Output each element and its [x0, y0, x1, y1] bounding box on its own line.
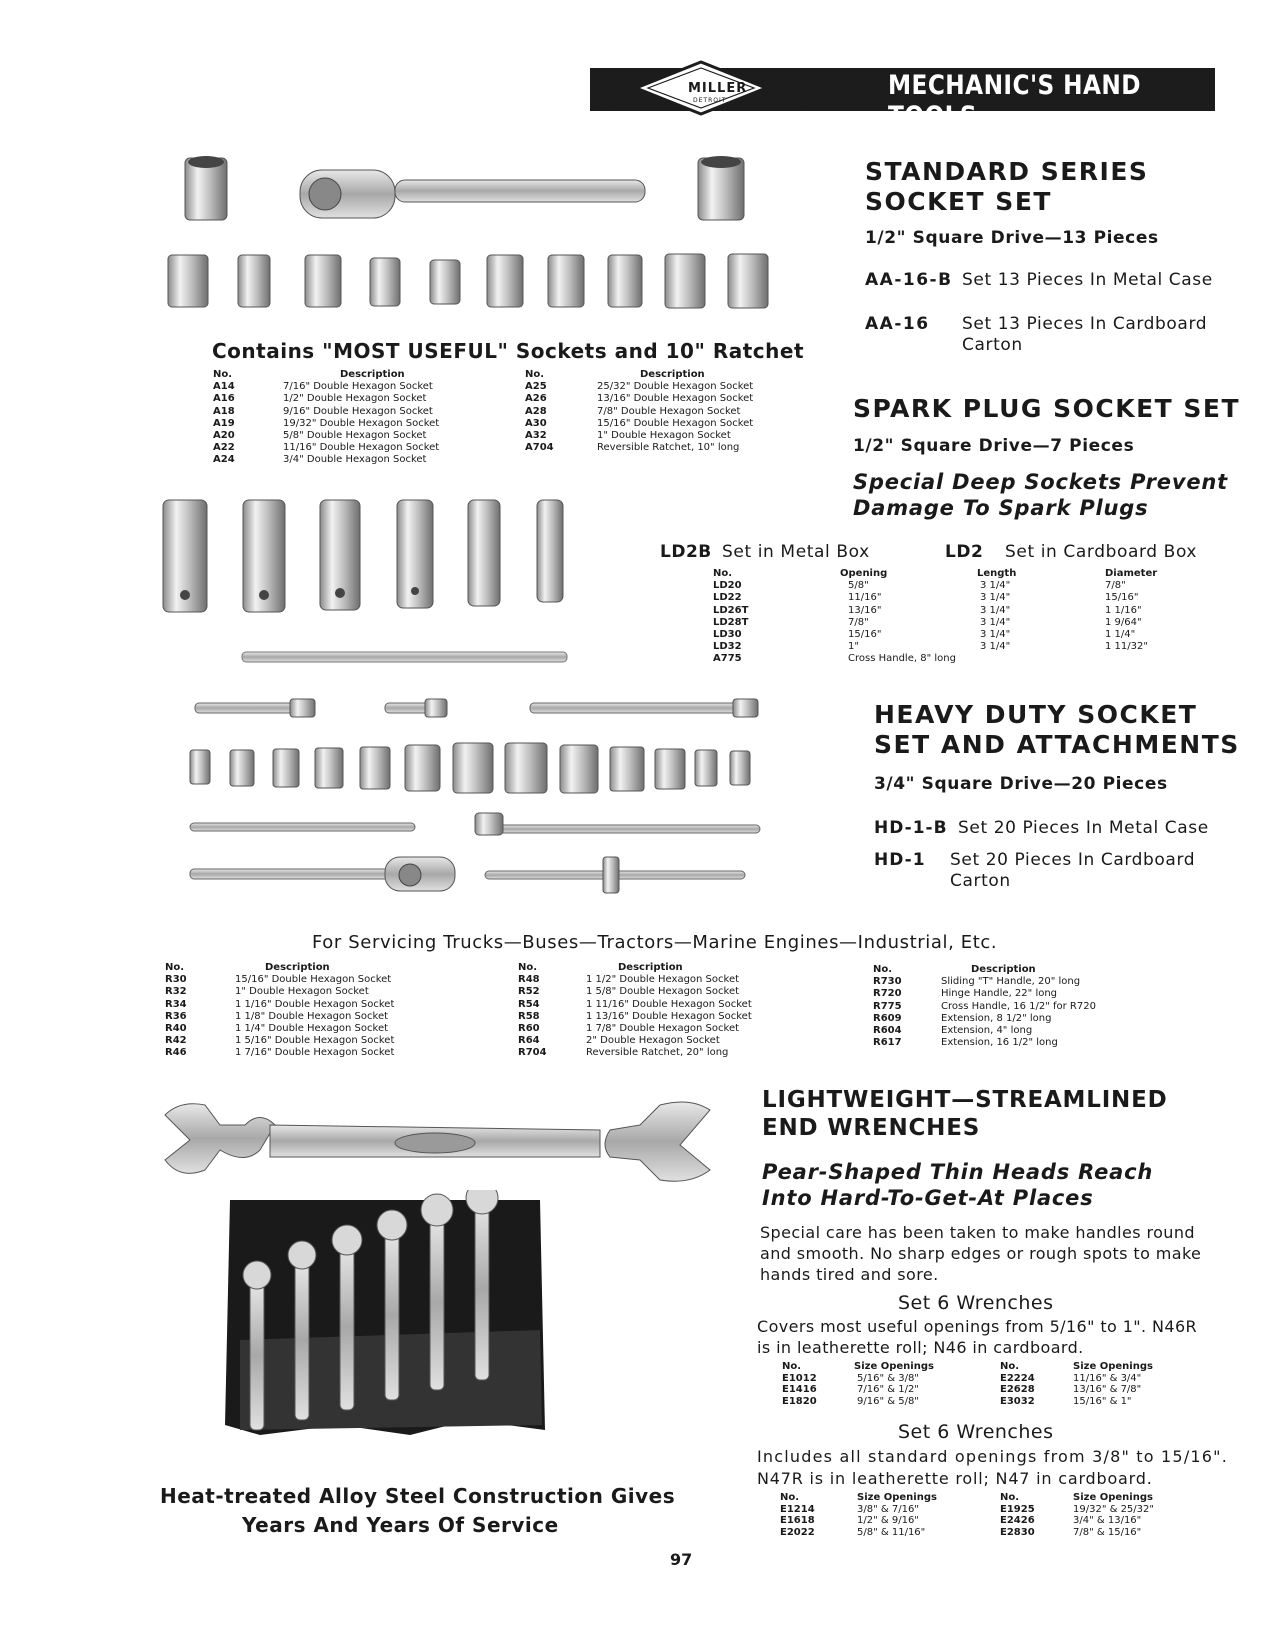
page-number: 97 [670, 1550, 693, 1569]
standard-table-right: No. Description A25 25/32" Double Hexagon Socket A26 13/16" Double Hexagon Socket A28 7/8" Double Hexagon Socket A30 15/16" Double Hexagon Socket A32 1" Double Hexagon Socket A704 Reversible Ratchet, 10" long [525, 369, 754, 454]
table-row: A14 7/16" Double Hexagon Socket [213, 381, 433, 393]
table-row: E2022 5/8" & 11/16" [780, 1526, 926, 1538]
logo-text: MILLER [688, 81, 748, 96]
heavy-code-2: HD-1 [874, 850, 926, 870]
table-row: R775 Cross Handle, 16 1/2" for R720 [873, 1000, 1096, 1012]
spark-drive: 1/2" Square Drive—7 Pieces [853, 436, 1135, 456]
table-row: R46 1 7/16" Double Hexagon Socket [165, 1047, 395, 1059]
table-row: R617 Extension, 16 1/2" long [873, 1037, 1058, 1049]
heavy-table-col2: No. Description R48 1 1/2" Double Hexagon Socket R52 1 5/8" Double Hexagon Socket R54 1 11/16" Double Hexagon Socket R58 1 13/16" Double Hexagon Socket R60 1 7/8" Double Hexagon Socket R64 2" Double Hexagon Socket R704 Reversible Ratchet, 20" long [518, 962, 752, 1059]
wrench-para-2: and smooth. No sharp edges or rough spots to make [760, 1244, 1202, 1263]
table-row: R60 1 7/8" Double Hexagon Socket [518, 1023, 740, 1035]
table-row: R64 2" Double Hexagon Socket [518, 1035, 720, 1047]
standard-code-1: AA-16-B [865, 270, 953, 290]
heavy-caption: For Servicing Trucks—Buses—Tractors—Marine Engines—Industrial, Etc. [312, 932, 998, 953]
heavy-code-1: HD-1-B [874, 818, 948, 838]
table-row: R36 1 1/8" Double Hexagon Socket [165, 1010, 389, 1022]
table-row: E1925 19/32" & 25/32" [1000, 1503, 1154, 1515]
wrench-para-3: hands tired and sore. [760, 1265, 939, 1284]
wrench-title-line-1: LIGHTWEIGHT—STREAMLINED [762, 1087, 1168, 1113]
table-row: R40 1 1/4" Double Hexagon Socket [165, 1023, 389, 1035]
table-row: E2628 13/16" & 7/8" [1000, 1384, 1142, 1395]
heavy-title-line-2: SET AND ATTACHMENTS [874, 730, 1240, 759]
table-row: LD22 11/16" 3 1/4" 15/16" [713, 592, 1139, 604]
table-row: E2426 3/4" & 13/16" [1000, 1515, 1142, 1526]
standard-code-2: AA-16 [865, 314, 930, 334]
spark-plug-socket-illustration [160, 495, 580, 675]
table-row: R54 1 11/16" Double Hexagon Socket [518, 998, 752, 1010]
table-row: LD20 5/8" 3 1/4" 7/8" [713, 580, 1126, 592]
set-a-table-left: No. Size Openings E1012 5/16" & 3/8" E1416 7/16" & 1/2" E1820 9/16" & 5/8" [782, 1361, 934, 1407]
heavy-desc-2: Set 20 Pieces In Cardboard [950, 850, 1196, 870]
table-row: A28 7/8" Double Hexagon Socket [525, 405, 741, 417]
set-b-desc-2: N47R is in leatherette roll; N47 in cardboard. [757, 1469, 1153, 1488]
set-b-table-right: No. Size Openings E1925 19/32" & 25/32" E2426 3/4" & 13/16" E2830 7/8" & 15/16" [1000, 1492, 1154, 1538]
table-row: R34 1 1/16" Double Hexagon Socket [165, 998, 395, 1010]
table-row: R730 Sliding "T" Handle, 20" long [873, 976, 1081, 988]
wrench-tagline-2: Into Hard-To-Get-At Places [762, 1186, 1094, 1210]
spark-tagline-1: Special Deep Sockets Prevent [853, 470, 1228, 494]
set-a-desc-1: Covers most useful openings from 5/16" to 1". N46R [757, 1317, 1198, 1336]
table-row: A26 13/16" Double Hexagon Socket [525, 393, 754, 405]
standard-desc-2: Set 13 Pieces In Cardboard [962, 314, 1208, 334]
wrench-caption-line-1: Heat-treated Alloy Steel Construction Gives [160, 1484, 676, 1508]
table-row: R52 1 5/8" Double Hexagon Socket [518, 986, 740, 998]
table-row: R48 1 1/2" Double Hexagon Socket [518, 974, 740, 986]
header-title: MECHANIC'S HAND TOOLS [888, 70, 1142, 132]
col-no: No. [213, 369, 233, 380]
heavy-table-col1: No. Description R30 15/16" Double Hexagon Socket R32 1" Double Hexagon Socket R34 1 1/16" Double Hexagon Socket R36 1 1/8" Double Hexagon Socket R40 1 1/4" Double Hexagon Socket R42 1 5/16" Double Hexagon Socket R46 1 7/16" Double Hexagon Socket [165, 962, 395, 1059]
table-row: A18 9/16" Double Hexagon Socket [213, 405, 433, 417]
table-row: E2224 11/16" & 3/4" [1000, 1372, 1142, 1384]
table-row: LD30 15/16" 3 1/4" 1 1/4" [713, 629, 1136, 641]
set-b-desc-1: Includes all standard openings from 3/8" to 15/16". [757, 1447, 1229, 1466]
standard-desc-2b: Carton [962, 335, 1023, 355]
table-row: A20 5/8" Double Hexagon Socket [213, 430, 427, 442]
table-row: R609 Extension, 8 1/2" long [873, 1012, 1052, 1024]
table-row: A24 3/4" Double Hexagon Socket [213, 454, 427, 466]
table-row: E3032 15/16" & 1" [1000, 1395, 1132, 1407]
set-a-title: Set 6 Wrenches [898, 1292, 1054, 1314]
heavy-title-line-1: HEAVY DUTY SOCKET [874, 700, 1198, 729]
table-row: A22 11/16" Double Hexagon Socket [213, 442, 440, 454]
wrench-roll-illustration [220, 1190, 550, 1440]
standard-desc-1: Set 13 Pieces In Metal Case [962, 270, 1213, 290]
end-wrench-illustration [160, 1095, 715, 1185]
table-row: A30 15/16" Double Hexagon Socket [525, 417, 754, 429]
spark-table: No. Opening Length Diameter LD20 5/8" 3 1/4" 7/8" LD22 11/16" 3 1/4" 15/16" LD26T 13/16" 3 1/4" 1 1/16" LD28T 7/8" 3 1/4" 1 9/64" LD30 15/16" 3 1/4" 1 1/4" LD32 1" 3 1/4" 1 11/32" A775 Cross Handle, 8" long [713, 568, 1158, 665]
heavy-desc-2b: Carton [950, 871, 1011, 891]
table-row: R32 1" Double Hexagon Socket [165, 986, 369, 998]
heavy-duty-socket-set-illustration [185, 695, 785, 905]
set-a-desc-2: is in leatherette roll; N46 in cardboard. [757, 1338, 1084, 1357]
wrench-para-1: Special care has been taken to make handles round [760, 1223, 1195, 1242]
wrench-title-line-2: END WRENCHES [762, 1115, 981, 1141]
logo-subtext: DETROIT [693, 97, 727, 104]
table-row: A16 1/2" Double Hexagon Socket [213, 393, 427, 405]
table-row: E1416 7/16" & 1/2" [782, 1384, 919, 1395]
table-row: E1618 1/2" & 9/16" [780, 1515, 919, 1526]
table-row: LD28T 7/8" 3 1/4" 1 9/64" [713, 616, 1142, 628]
table-row: R704 Reversible Ratchet, 20" long [518, 1047, 729, 1059]
table-row: E1214 3/8" & 7/16" [780, 1503, 919, 1515]
wrench-tagline-1: Pear-Shaped Thin Heads Reach [762, 1160, 1154, 1184]
spark-code-1: LD2B [660, 542, 712, 562]
table-row: LD32 1" 3 1/4" 1 11/32" [713, 641, 1148, 653]
heavy-drive: 3/4" Square Drive—20 Pieces [874, 774, 1168, 794]
spark-title: SPARK PLUG SOCKET SET [853, 394, 1241, 423]
standard-caption: Contains "MOST USEFUL" Sockets and 10" Ratchet [212, 339, 805, 363]
col-desc: Description [340, 369, 405, 380]
table-row: R42 1 5/16" Double Hexagon Socket [165, 1035, 395, 1047]
standard-title-line-1: STANDARD SERIES [865, 157, 1149, 186]
table-row: R30 15/16" Double Hexagon Socket [165, 974, 392, 986]
standard-drive: 1/2" Square Drive—13 Pieces [865, 228, 1159, 248]
set-b-table-left: No. Size Openings E1214 3/8" & 7/16" E1618 1/2" & 9/16" E2022 5/8" & 11/16" [780, 1492, 937, 1538]
spark-desc-2: Set in Cardboard Box [1005, 542, 1198, 562]
set-b-title: Set 6 Wrenches [898, 1421, 1054, 1443]
spark-tagline-2: Damage To Spark Plugs [853, 496, 1149, 520]
heavy-table-col3: No. Description R730 Sliding "T" Handle, 20" long R720 Hinge Handle, 22" long R775 Cross Handle, 16 1/2" for R720 R609 Extension, 8 1/2" long R604 Extension, 4" long R617 Extension, 16 1/2" long [873, 964, 1096, 1049]
table-row: A775 Cross Handle, 8" long [713, 653, 956, 665]
set-a-table-right: No. Size Openings E2224 11/16" & 3/4" E2628 13/16" & 7/8" E3032 15/16" & 1" [1000, 1361, 1153, 1407]
spark-desc-1: Set in Metal Box [722, 542, 870, 562]
standard-socket-set-illustration [165, 150, 805, 325]
spark-code-2: LD2 [945, 542, 984, 562]
table-row: E1820 9/16" & 5/8" [782, 1395, 919, 1407]
table-row: A32 1" Double Hexagon Socket [525, 430, 731, 442]
table-row: LD26T 13/16" 3 1/4" 1 1/16" [713, 604, 1142, 616]
standard-title-line-2: SOCKET SET [865, 187, 1052, 216]
standard-table-left [213, 369, 439, 467]
table-row: R720 Hinge Handle, 22" long [873, 988, 1058, 1000]
wrench-caption-line-2: Years And Years Of Service [242, 1513, 559, 1537]
table-row: E1012 5/16" & 3/8" [782, 1372, 919, 1384]
table-row: E2830 7/8" & 15/16" [1000, 1526, 1142, 1538]
table-row: R58 1 13/16" Double Hexagon Socket [518, 1010, 752, 1022]
table-row: R604 Extension, 4" long [873, 1025, 1033, 1037]
table-row: A25 25/32" Double Hexagon Socket [525, 381, 754, 393]
table-row: A19 19/32" Double Hexagon Socket [213, 417, 440, 429]
heavy-desc-1: Set 20 Pieces In Metal Case [958, 818, 1209, 838]
table-row: A704 Reversible Ratchet, 10" long [525, 442, 740, 454]
